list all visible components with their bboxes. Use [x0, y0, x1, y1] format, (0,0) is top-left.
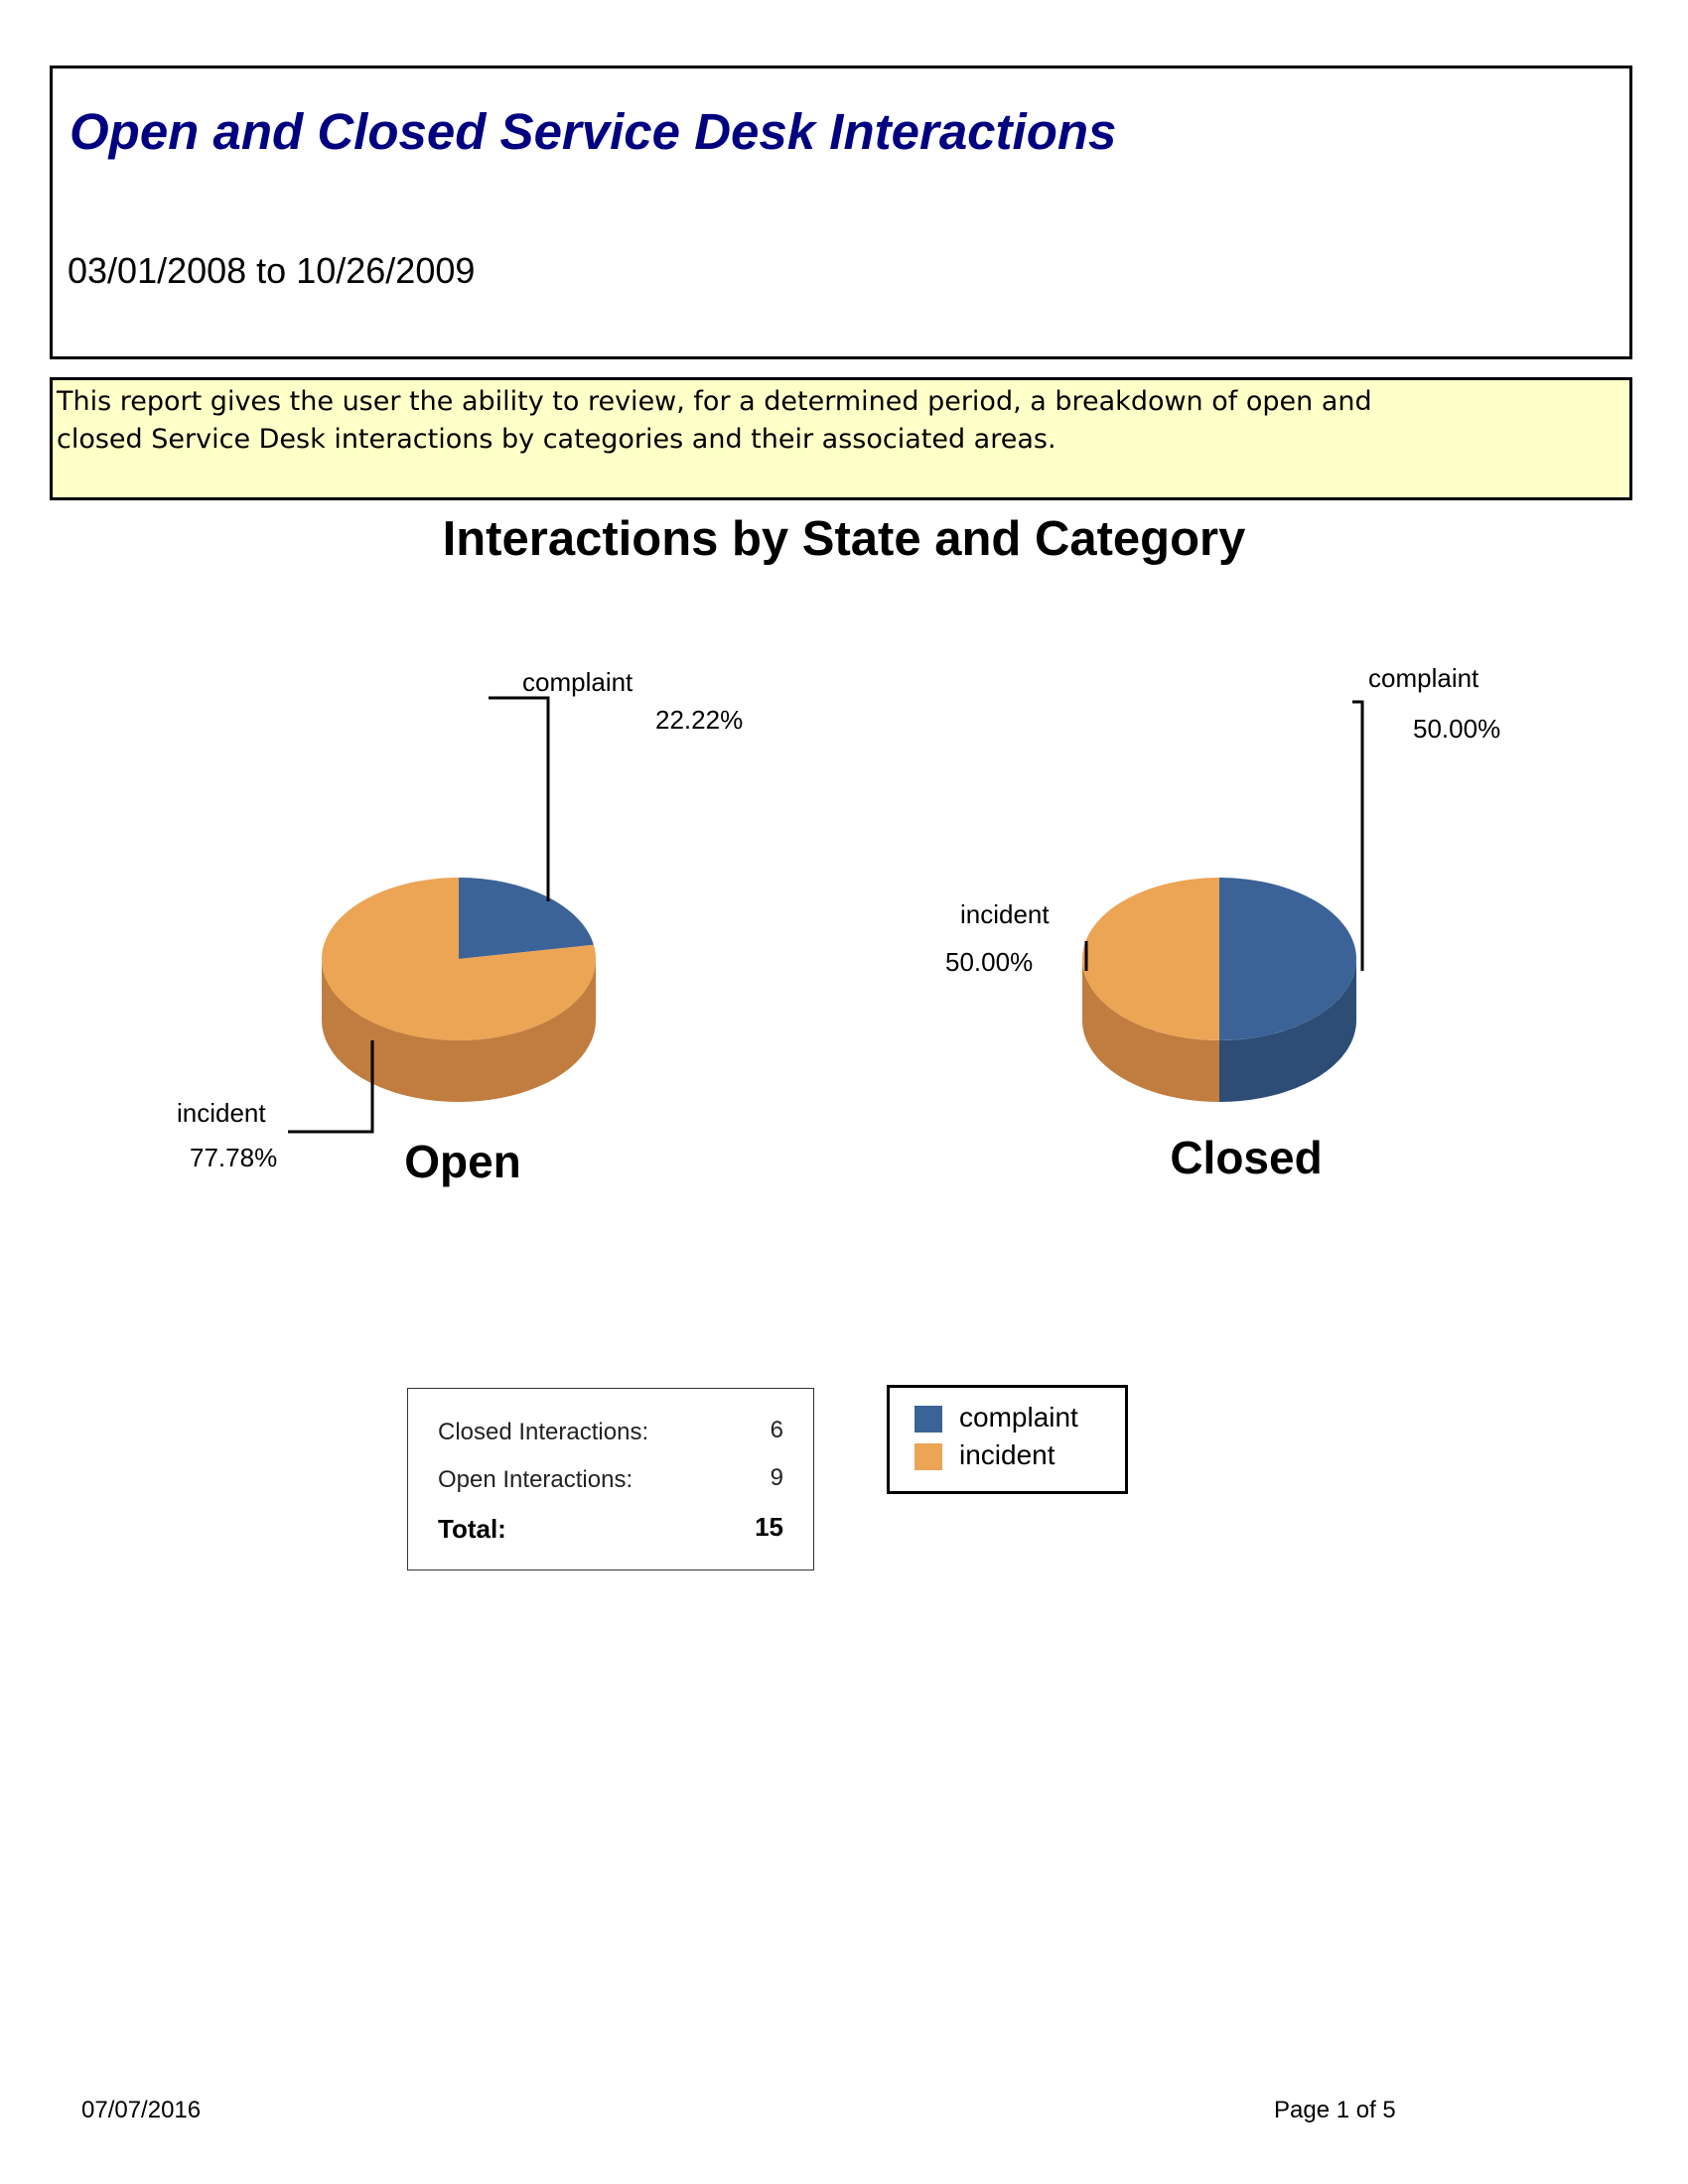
- open-interactions-label: Open Interactions:: [438, 1466, 633, 1493]
- legend-swatch-complaint: [914, 1406, 942, 1433]
- chart-legend: [887, 1385, 1128, 1494]
- label-closed-complaint: complaint: [1368, 663, 1479, 693]
- open-interactions-value: 9: [770, 1464, 783, 1491]
- report-title: Open and Closed Service Desk Interactions: [70, 103, 1117, 160]
- value-open-complaint: 22.22%: [655, 705, 744, 735]
- label-closed-incident: incident: [960, 899, 1050, 929]
- value-open-incident: 77.78%: [190, 1143, 278, 1172]
- pie-slice-complaint: [459, 878, 594, 959]
- closed-interactions-value: 6: [770, 1417, 783, 1443]
- footer-date: 07/07/2016: [81, 2097, 202, 2123]
- pie-title-open: Open: [404, 1136, 521, 1187]
- label-open-incident: incident: [177, 1098, 266, 1128]
- report-description: This report gives the user the ability to review, for a determined period, a breakdown of open and closed Service Desk interactions by categories and their associated areas.: [57, 386, 1372, 455]
- pie-open: [322, 878, 596, 1187]
- chart-title: Interactions by State and Category: [442, 512, 1246, 566]
- total-label: Total:: [438, 1514, 506, 1544]
- total-value: 15: [755, 1512, 783, 1542]
- closed-interactions-label: Closed Interactions:: [438, 1419, 649, 1445]
- label-open-complaint: complaint: [522, 667, 633, 697]
- leader-open-complaint: [489, 698, 548, 901]
- value-closed-complaint: 50.00%: [1413, 714, 1501, 744]
- report-date-range: 03/01/2008 to 10/26/2009: [68, 250, 476, 291]
- legend-label-incident: incident: [959, 1439, 1055, 1470]
- pie-closed: [1082, 878, 1356, 1183]
- pie-title-closed: Closed: [1170, 1132, 1323, 1183]
- footer-page-number: Page 1 of 5: [1274, 2097, 1396, 2123]
- value-closed-incident: 50.00%: [945, 947, 1034, 977]
- legend-swatch-incident: [914, 1443, 942, 1470]
- legend-label-complaint: complaint: [959, 1402, 1078, 1433]
- leader-closed-complaint: [1352, 702, 1362, 971]
- summary-box: [407, 1388, 814, 1570]
